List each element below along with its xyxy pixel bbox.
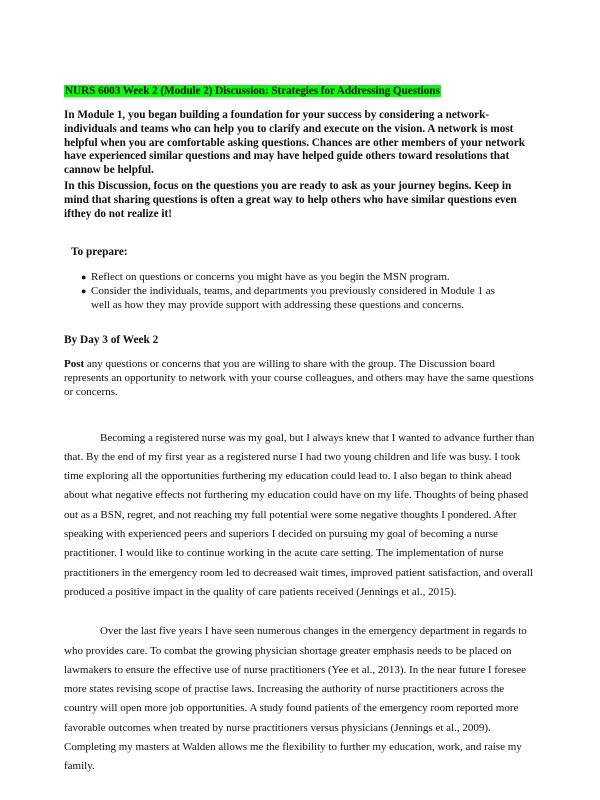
post-instructions [64,358,538,399]
bullet-icon: ● [81,272,87,283]
prepare-item-text: Consider the individuals, teams, and departments you previously considered in Module 1 as well as how they may provide support with addressing these questions and concerns. [91,284,495,311]
prepare-item-text: Reflect on questions or concerns you might have as you begin the MSN program. [91,271,450,284]
prepare-heading: To prepare: [71,246,128,259]
bullet-icon: ● [81,285,87,296]
title-line [64,81,538,101]
prepare-list-item [81,284,538,312]
post-text: any questions or concerns that you are willing to share with the group. The Discussion board represents an opportunity to network with your course colleagues, and others may have the same questions or concerns. [64,358,534,398]
intro-paragraph-1: In Module 1, you began building a foundation for your success by considering a network-individuals and teams who can help you to clarify and execute on the vision. A network is most helpful when you are comfortable asking questions. Chances are other members of your network have experienced similar questions and may have helped guide others toward resolutions that cannow be helpful. [64,109,525,177]
intro-paragraph-2: In this Discussion, focus on the questions you are ready to ask as your journey begins. Keep in mind that sharing questions is often a great way to help others who have similar questions even ifthey do not realize it! [64,179,517,220]
prepare-list-item [81,271,538,285]
post-lead: Post [64,358,85,371]
prepare-list [64,271,538,312]
document-title: NURS 6003 Week 2 (Module 2) Discussion: Strategies for Addressing Questions [65,85,440,97]
essay-paragraph-1: Becoming a registered nurse was my goal, but I always knew that I wanted to advance further than that. By the end of my first year as a registered nurse I had two young children and life was busy. I took time exploring all the opportunities furthering my education could lead to. I also began to think ahead about what negative effects not furthering my education could have on my life. Thoughts of being phased out as a BSN, regret, and not reaching my full potential were some negative thoughts I pondered. After speaking with experienced peers and superiors I decided on pursuing my goal of becoming a nurse practitioner. I would like to continue working in the acute care setting. The implementation of nurse practitioners in the emergency room led to decreased wait times, improved patient satisfaction, and overall produced a positive impact in the quality of care patients received (Jennings et al., 2015). [64,431,535,598]
day-heading: By Day 3 of Week 2 [64,334,159,347]
essay-paragraph-2: Over the last five years I have seen numerous changes in the emergency department in regards to who provides care. To combat the growing physician shortage greater emphasis needs to be placed on lawmakers to ensure the effective use of nurse practitioners (Yee et al., 2013). In the near future I foresee more states revising scope of practise laws. Increasing the authority of nurse practitioners across the country will open more job opportunities. A study found patients of the emergency room reported more favorable outcomes when treated by nurse practitioners versus physicians (Jennings et al., 2009). Completing my masters at Walden allows me the flexibility to further my education, work, and raise my family. [64,625,527,773]
